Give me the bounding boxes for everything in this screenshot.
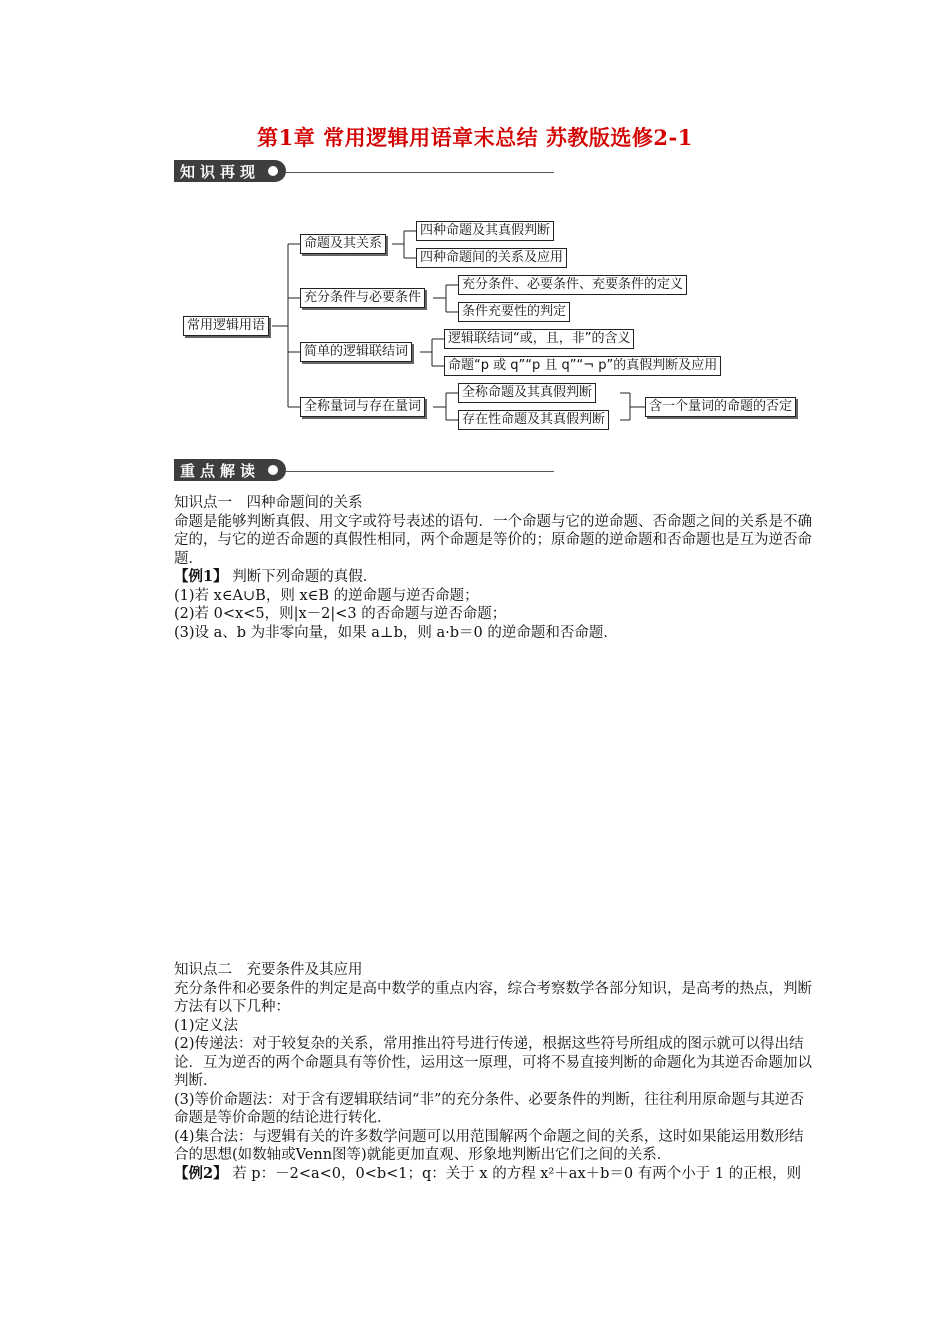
paragraph: (3)等价命题法：对于含有逻辑联结词“非”的充分条件、必要条件的判断，往往利用原命题与其逆否命题是等价命题的结论进行转化． (174, 1091, 804, 1126)
mindmap-leaf: 逻辑联结词“或，且，非”的含义 (444, 329, 634, 349)
section-two (174, 961, 814, 1183)
mindmap-leaf: 四种命题及其真假判断 (416, 221, 554, 241)
mindmap-leaf: 含一个量词的命题的否定 (645, 397, 796, 417)
mindmap-leaf: 命题“p 或 q”“p 且 q”“¬ p”的真假判断及应用 (444, 356, 721, 376)
mindmap-leaf: 四种命题间的关系及应用 (416, 248, 567, 268)
banner-label: 知识再现 (180, 163, 261, 181)
mindmap-leaf: 充分条件、必要条件、充要条件的定义 (458, 275, 687, 295)
mindmap-root: 常用逻辑用语 (183, 316, 269, 336)
banner-label: 重点解读 (180, 462, 261, 480)
mindmap-branch-propositions: 命题及其关系 (300, 234, 386, 254)
mindmap-branch-quantifiers: 全称量词与存在量词 (300, 397, 425, 417)
example-text: 若 p：－2<a<0，0<b<1；q：关于 x 的方程 x²＋ax＋b＝0 有两个小于 1 的正根，则 (232, 1165, 802, 1182)
mindmap-leaf: 条件充要性的判定 (458, 302, 570, 322)
list-item: (1)若 x∈A∪B，则 x∈B 的逆命题与逆否命题； (174, 587, 479, 604)
bullet-dot-icon (268, 465, 278, 475)
section-heading: 知识点一 四种命题间的关系 (174, 495, 363, 511)
paragraph: (2)传递法：对于较复杂的关系，常用推出符号进行传递，根据这些符号所组成的图示就可以得出结论．互为逆否的两个命题具有等价性，运用这一原理，可将不易直接判断的命题化为其逆否命题加以判断． (174, 1036, 812, 1089)
example-line (174, 1165, 814, 1184)
list-item: (3)设 a、b 为非零向量，如果 a⊥b，则 a·b＝0 的逆命题和否命题． (174, 624, 618, 641)
section-one (174, 494, 814, 642)
paragraph: 充分条件和必要条件的判定是高中数学的重点内容，综合考察数学各部分知识，是高考的热点，判断方法有以下几种： (174, 980, 812, 1015)
example-label: 【例1】 (174, 568, 228, 585)
mindmap-branch-conditions: 充分条件与必要条件 (300, 288, 425, 308)
mindmap-branch-connectives: 简单的逻辑联结词 (300, 342, 412, 362)
example-text: 判断下列命题的真假． (232, 569, 378, 585)
paragraph: (4)集合法：与逻辑有关的许多数学问题可以用范围解两个命题之间的关系，这时如果能运用数形结合的思想(如数轴或Venn图等)就能更加直观、形象地判断出它们之间的关系． (174, 1128, 804, 1163)
page-title: 第1章 常用逻辑用语章末总结 苏教版选修2-1 (257, 125, 693, 150)
section-heading: 知识点二 充要条件及其应用 (174, 962, 363, 978)
example-line (174, 568, 814, 587)
section-banner-key-points (174, 459, 554, 481)
mindmap-leaf: 存在性命题及其真假判断 (458, 410, 609, 430)
paragraph: 命题是能够判断真假、用文字或符号表述的语句．一个命题与它的逆命题、否命题之间的关系是不确定的，与它的逆否命题的真假性相同，两个命题是等价的；原命题的逆命题和否命题也是互为逆否命题． (174, 513, 812, 567)
paragraph: (1)定义法 (174, 1017, 239, 1034)
example-label: 【例2】 (174, 1164, 228, 1182)
mindmap-leaf: 全称命题及其真假判断 (458, 383, 596, 403)
list-item: (2)若 0<x<5，则|x－2|<3 的否命题与逆否命题； (174, 606, 507, 622)
